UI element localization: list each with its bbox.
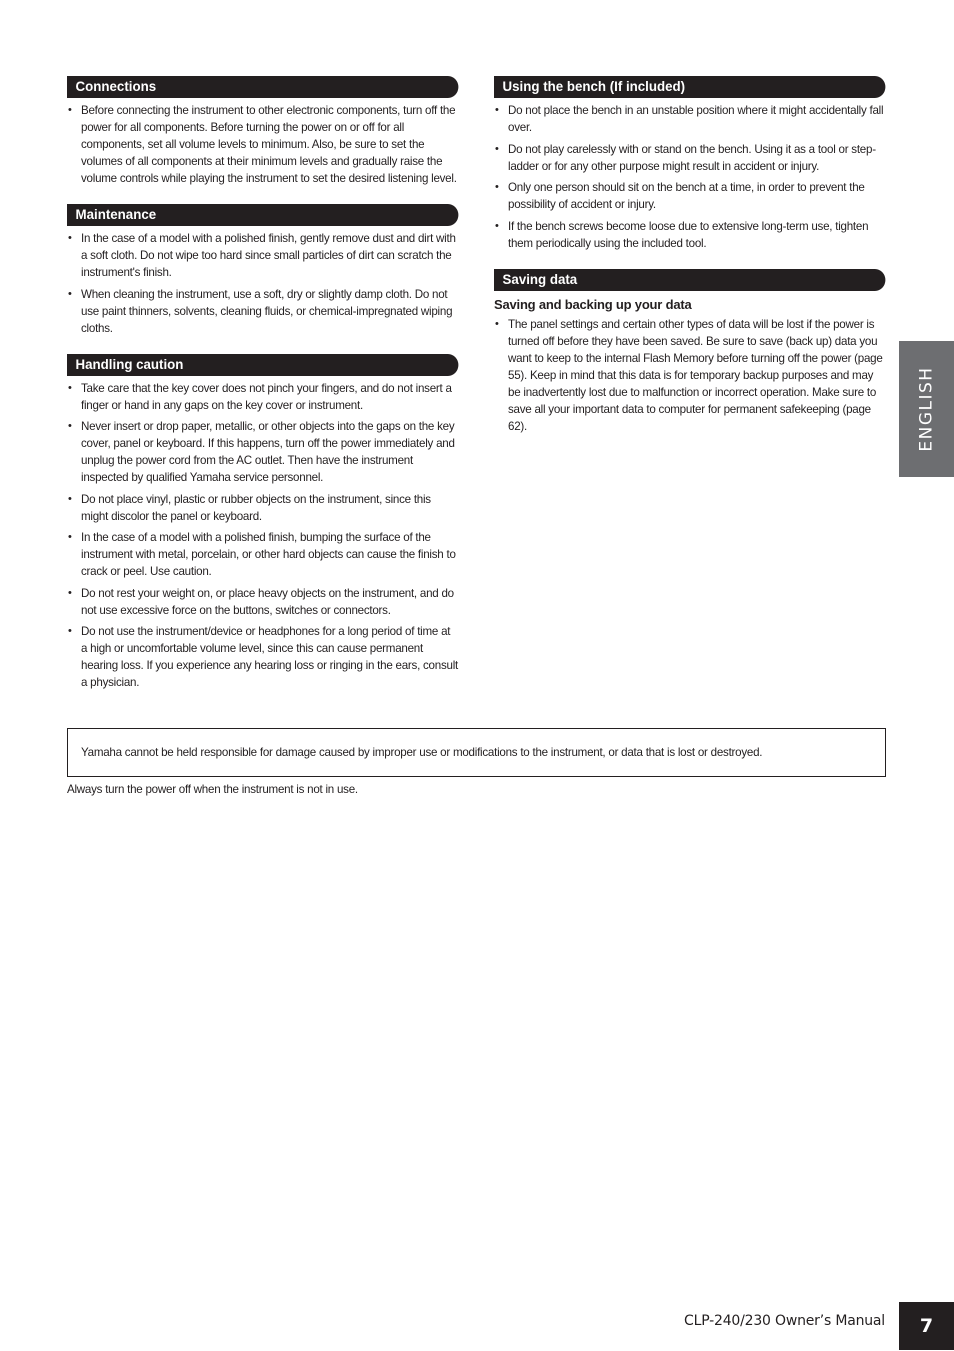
section-saving-data	[494, 269, 885, 435]
list-item: • If the bench screws become loose due to extensive long-term use, tighten them periodically using the included tool.	[495, 219, 869, 250]
bullet-icon: •	[495, 219, 499, 232]
bullet-icon: •	[68, 586, 72, 599]
language-tab	[899, 341, 954, 477]
list-item: • Do not rest your weight on, or place heavy objects on the instrument, and do not use excessive force on the buttons, switches or connectors.	[68, 586, 454, 617]
disclaimer-notice-box: Yamaha cannot be held responsible for damage caused by improper use or modifications to the instrument, or data that is lost or destroyed.	[67, 728, 886, 777]
list-item: • Take care that the key cover does not pinch your fingers, and do not insert a finger or hand in any gaps on the key cover or instrument.	[68, 381, 452, 412]
list-item: • When cleaning the instrument, use a soft, dry or slightly damp cloth. Do not use paint thinners, solvents, cleaning fluids, or chemical-impregnated wiping cloths.	[68, 287, 453, 335]
bullet-icon: •	[68, 420, 72, 432]
left-column	[67, 76, 458, 696]
bullet-icon: •	[68, 531, 72, 543]
section-using-the-bench	[494, 76, 885, 252]
bullet-icon: •	[495, 142, 499, 155]
list-item: • Never insert or drop paper, metallic, or other objects into the gaps on the key cover, panel or keyboard. If this happens, turn off the power immediately and unplug the power cord from the AC outlet. Then have the instrument inspected by qualified Yamaha service personnel.	[68, 420, 455, 484]
bullet-icon: •	[68, 492, 72, 505]
bullet-icon: •	[68, 287, 72, 300]
section-heading-handling-caution: Handling caution	[67, 354, 458, 376]
manual-title-footer: CLP-240/230 Owner’s Manual	[684, 1313, 885, 1329]
section-heading-connections: Connections	[67, 76, 458, 98]
bullet-list-saving-data	[494, 316, 885, 435]
right-column	[494, 76, 885, 439]
power-off-footnote: Always turn the power off when the instrument is not in use.	[67, 783, 358, 796]
list-item: • Do not place the bench in an unstable position where it might accidentally fall over.	[495, 104, 884, 134]
list-item: • In the case of a model with a polished finish, gently remove dust and dirt with a soft cloth. Do not wipe too hard since small particles of dirt can scratch the instrument's finish.	[68, 232, 456, 279]
list-item: • In the case of a model with a polished finish, bumping the surface of the instrument with metal, porcelain, or other hard objects can cause the finish to crack or peel. Use caution.	[68, 531, 456, 578]
bullet-icon: •	[495, 317, 499, 330]
page-number: 7	[899, 1302, 954, 1350]
bullet-list-connections	[67, 102, 458, 187]
bullet-list-using-the-bench	[494, 102, 885, 252]
section-heading-using-the-bench: Using the bench (If included)	[494, 76, 885, 98]
bullet-icon: •	[68, 104, 72, 116]
bullet-list-handling-caution	[67, 380, 458, 692]
list-item: • The panel settings and certain other types of data will be lost if the power is turned off before they have been saved. Be sure to save (back up) data you want to keep to the internal Flash Memory before turning off the power (page 55). Keep in mind that this data is for temporary backup purposes and may be inadvertently lost due to malfunction or incorrect operation. Make sure to save all your important data to computer for permanent safekeeping (page 62).	[495, 317, 883, 433]
bullet-icon: •	[68, 232, 72, 244]
language-tab-label: ENGLISH	[916, 366, 937, 452]
section-maintenance	[67, 204, 458, 337]
list-item: • Do not play carelessly with or stand on the bench. Using it as a tool or step-ladder or for any other purpose might result in accident or injury.	[495, 142, 876, 173]
section-connections	[67, 76, 458, 187]
section-handling-caution	[67, 354, 458, 692]
subheading-saving-and-backing-up: Saving and backing up your data	[494, 296, 692, 312]
bullet-icon: •	[495, 181, 499, 193]
section-heading-saving-data: Saving data	[494, 269, 885, 291]
list-item: • Before connecting the instrument to other electronic components, turn off the power for all components. Before turning the power on or off for all components, set all volume levels to minimum. Also, be sure to set the volumes of all components at their minimum levels and gradually raise the volume controls while playing the instrument to set the desired listening level.	[68, 104, 457, 185]
list-item: • Do not use the instrument/device or headphones for a long period of time at a high or uncomfortable volume level, since this can cause permanent hearing loss. If you experience any hearing loss or ringing in the ears, consult a physician.	[68, 625, 458, 689]
bullet-icon: •	[68, 625, 72, 637]
bullet-icon: •	[68, 381, 72, 394]
bullet-list-maintenance	[67, 230, 458, 337]
list-item: • Only one person should sit on the bench at a time, in order to prevent the possibility of accident or injury.	[495, 181, 865, 211]
section-heading-maintenance: Maintenance	[67, 204, 458, 226]
bullet-icon: •	[495, 104, 499, 116]
list-item: • Do not place vinyl, plastic or rubber objects on the instrument, since this might discolor the panel or keyboard.	[68, 492, 431, 523]
